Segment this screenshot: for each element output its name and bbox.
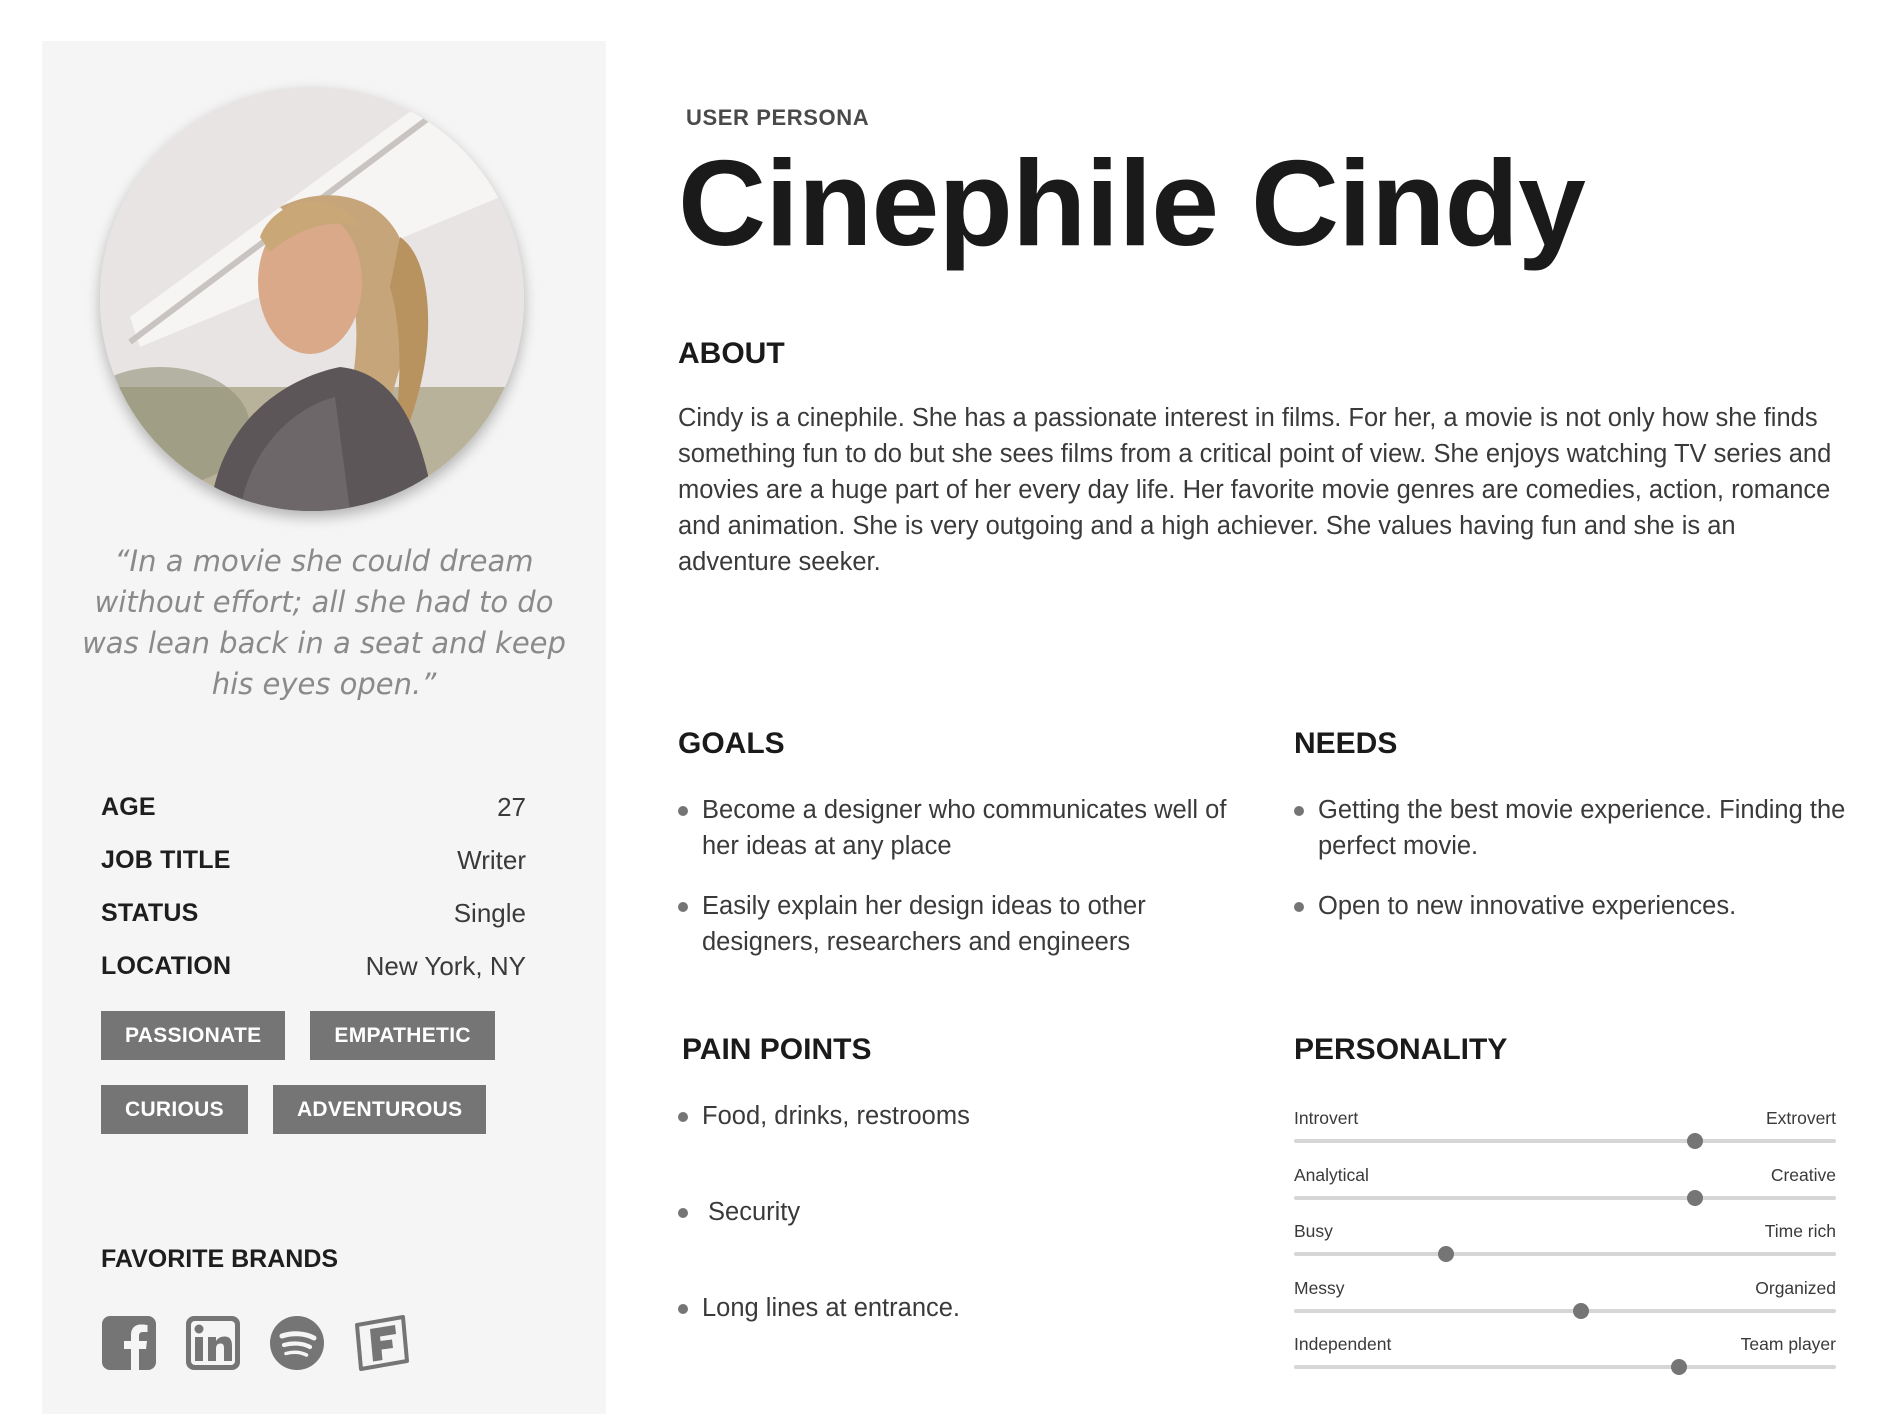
fact-label: LOCATION <box>101 952 232 980</box>
list-item <box>1294 888 1854 924</box>
trait-slider <box>1294 1334 1836 1391</box>
trait-left-label: Introvert <box>1294 1108 1359 1128</box>
list-item <box>678 888 1238 960</box>
trait-knob <box>1573 1303 1589 1319</box>
trait-slider <box>1294 1278 1836 1335</box>
fact-job-title <box>101 834 526 887</box>
trait-track <box>1294 1139 1836 1143</box>
bullet-dot-icon <box>678 1304 688 1314</box>
personality-title: PERSONALITY <box>1294 1033 1508 1066</box>
favorite-brands-title: FAVORITE BRANDS <box>101 1245 339 1273</box>
fact-location <box>101 940 526 993</box>
list-item <box>678 1194 1238 1230</box>
fact-label: AGE <box>101 793 156 821</box>
fact-value: Writer <box>457 845 526 875</box>
pain-points-list <box>678 1098 1238 1386</box>
list-item <box>678 1290 1238 1326</box>
persona-name: Cinephile Cindy <box>678 135 1585 271</box>
bullet-dot-icon <box>678 1208 688 1218</box>
fact-label: STATUS <box>101 899 199 927</box>
trait-knob <box>1438 1246 1454 1262</box>
tag-row <box>101 1085 541 1134</box>
trait-slider <box>1294 1221 1836 1278</box>
tag-passionate: PASSIONATE <box>101 1011 285 1060</box>
trait-tags <box>101 1011 541 1159</box>
tag-row <box>101 1011 541 1060</box>
linkedin-icon[interactable] <box>185 1315 241 1371</box>
facts-list <box>101 781 526 993</box>
fact-value: Single <box>453 898 526 928</box>
trait-right-label: Organized <box>1755 1277 1836 1298</box>
goals-title: GOALS <box>678 727 785 760</box>
fact-label: JOB TITLE <box>101 846 231 874</box>
favorite-brands-list <box>101 1315 409 1371</box>
trait-track <box>1294 1252 1836 1256</box>
pain-point-text: Security <box>708 1198 801 1226</box>
trait-knob <box>1687 1190 1703 1206</box>
trait-left-label: Analytical <box>1294 1164 1369 1185</box>
spotify-icon[interactable] <box>269 1315 325 1371</box>
list-item <box>678 1098 1238 1134</box>
bullet-dot-icon <box>678 902 688 912</box>
personality-sliders <box>1294 1108 1836 1391</box>
bullet-dot-icon <box>678 1112 688 1122</box>
trait-track <box>1294 1365 1836 1369</box>
about-title: ABOUT <box>678 337 785 370</box>
fact-value: New York, NY <box>365 951 526 981</box>
fact-status <box>101 887 526 940</box>
trait-right-label: Creative <box>1770 1164 1836 1185</box>
pain-point-text: Food, drinks, restrooms <box>702 1102 970 1130</box>
goal-text: Easily explain her design ideas to other designers, researchers and engineers <box>702 892 1146 956</box>
trait-left-label: Busy <box>1294 1221 1333 1241</box>
trait-knob <box>1671 1359 1687 1375</box>
about-text: Cindy is a cinephile. She has a passionate interest in films. For her, a movie is not only how she finds something fun to do but she sees films from a critical point of view. She enjoys watching TV series and movies are a huge part of her every day life. Her favorite movie genres are comedies, action, romance and animation. She is very outgoing and a high achiever. She values having fun and she is an adventure seeker. <box>678 404 1832 576</box>
trait-right-label: Time rich <box>1764 1221 1836 1241</box>
trait-track <box>1294 1196 1836 1200</box>
persona-quote: “In a movie she could dream without effort; all she had to do was lean back in a seat and keep his eyes open.” <box>82 544 566 701</box>
tag-empathetic: EMPATHETIC <box>310 1011 494 1060</box>
pain-point-text: Long lines at entrance. <box>702 1294 961 1322</box>
trait-right-label: Extrovert <box>1765 1108 1836 1128</box>
needs-title: NEEDS <box>1294 727 1398 760</box>
fact-value: 27 <box>497 792 526 822</box>
avatar-photo <box>100 87 524 511</box>
trait-left-label: Independent <box>1294 1334 1392 1354</box>
bullet-dot-icon <box>1294 902 1304 912</box>
tag-adventurous: ADVENTUROUS <box>273 1085 486 1134</box>
facebook-icon[interactable] <box>101 1315 157 1371</box>
trait-slider <box>1294 1165 1836 1222</box>
trait-knob <box>1687 1133 1703 1149</box>
fandango-icon[interactable] <box>353 1315 409 1371</box>
trait-slider <box>1294 1108 1836 1165</box>
trait-right-label: Team player <box>1740 1334 1836 1354</box>
trait-track <box>1294 1309 1836 1313</box>
tag-curious: CURIOUS <box>101 1085 248 1134</box>
goals-list <box>678 792 1238 984</box>
list-item <box>678 792 1238 864</box>
needs-list <box>1294 792 1854 948</box>
need-text: Getting the best movie experience. Finding the perfect movie. <box>1318 796 1846 860</box>
avatar <box>100 87 524 511</box>
need-text: Open to new innovative experiences. <box>1318 892 1737 920</box>
fact-age <box>101 781 526 834</box>
pain-points-title: PAIN POINTS <box>682 1033 872 1066</box>
trait-left-label: Messy <box>1294 1277 1345 1298</box>
list-item <box>1294 792 1854 864</box>
goal-text: Become a designer who communicates well of her ideas at any place <box>702 796 1227 860</box>
bullet-dot-icon <box>678 806 688 816</box>
persona-eyebrow: USER PERSONA <box>686 105 870 130</box>
profile-sidebar <box>42 41 606 1414</box>
bullet-dot-icon <box>1294 806 1304 816</box>
